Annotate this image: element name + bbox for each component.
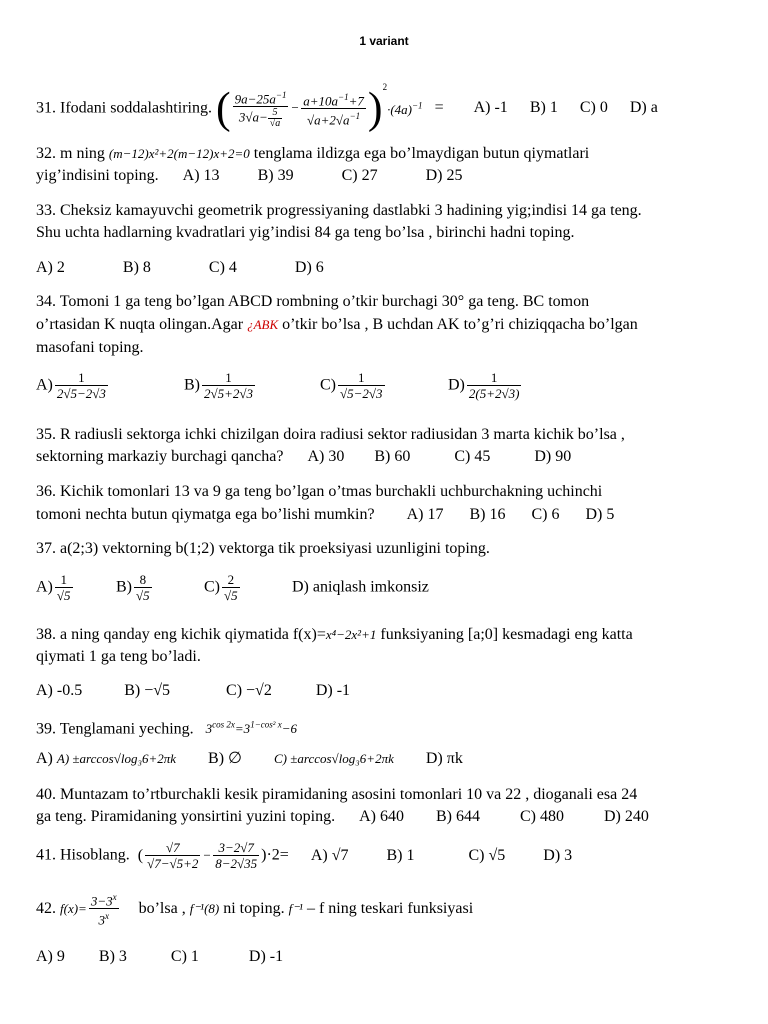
question-36: 36. Kichik tomonlari 13 va 9 ga teng bo’lgan o’tmas burchakli uchburchakning uchinchi [36,483,603,500]
q33-option-b: B) 8 [122,259,151,276]
q37-option-b: B) $\frac{8}{√5}$ [116,572,150,603]
q33-option-a: A) 2 [36,259,65,276]
q39-option-b: B) ∅ [208,750,242,767]
q33-option-c: C) 4 [208,259,237,276]
q35-option-b: B) 60 [374,448,411,465]
question-40: 40. Muntazam to’rtburchakli kesik piramidaning asosini tomonlari 10 va 22 , dioganali esa 24 [36,786,638,803]
question-38-line2: qiymati 1 ga teng bo’ladi. [36,648,201,665]
q35-option-d: D) 90 [534,448,572,465]
q35-option-a: A) 30 [307,448,345,465]
question-32: 32. m ning (m−12)x²+2(m−12)x+2=0 tenglama ildizga ega bo’lmaydigan butun qiymatlari [36,145,590,162]
q41-option-a: A) √7 [310,846,349,864]
q42-option-a: A) 9 [36,948,65,965]
q34-option-b: B) $\frac{1}{2√5+2√3}$ [184,370,254,401]
angle-symbol: ¿ABK [247,317,279,332]
q32-option-b: B) 39 [257,167,294,184]
q41-fraction-1: $\frac{√7}{√7-√5+2}$ [147,840,199,871]
q31-fraction-1: $9a-25a^{-1}$ 3√a− $\frac{5}{√a}$ [234,89,287,129]
question-33: 33. Cheksiz kamayuvchi geometrik progressiyaning dastlabki 3 hadining yig;indisi 14 ga teng. [36,202,642,219]
q31-option-c: C) 0 [579,99,608,117]
question-34-line2: o’rtasidan K nuqta olingan.Agar ¿ABK o’tkir bo’lsa , B uchdan AK to’g’ri chiziqqacha bo’lgan [36,316,638,333]
variant-header: 1 variant [359,34,409,48]
q42-option-d: D) -1 [248,948,284,965]
q31-option-d: D) a [629,99,658,117]
q31-f1-num: 9a−25a [234,90,276,106]
q36-option-c: C) 6 [531,506,560,523]
q32-option-d: D) 25 [425,167,463,184]
q38-option-d: D) -1 [315,682,351,699]
q40-option-c: C) 480 [519,808,564,825]
question-35-line2: sektorning markaziy burchagi qancha? A) 30 B) 60 C) 45 D) 90 [36,448,572,465]
question-34-line3: masofani toping. [36,339,144,356]
question-33-line2: Shu uchta hadlarning kvadratlari yig’indisi 84 ga teng bo’lsa , birinchi hadni toping. [36,224,575,241]
q34-option-d: D) $\frac{1}{2(5+2√3)}$ [448,370,520,401]
q36-option-d: D) 5 [585,506,615,523]
q39-equation: $3^{cos 2x}=3^{1-cos^2 x}-6$ [205,720,297,737]
q39-option-d: D) πk [425,750,463,767]
q39-option-c: C) ±arccos√log₃6+2πk [273,751,394,766]
q37-options [36,572,429,610]
q38-options [36,681,350,701]
q40-option-a: A) 640 [359,808,404,825]
q32-option-a: A) 13 [182,167,220,184]
q31-fraction-2: $\frac{a+10a^{-1}+7}{√a+2√a^{-1}}$ [303,91,364,128]
q34-option-a: A) $\frac{1}{2√5-2√3}$ [36,370,106,401]
q40-option-b: B) 644 [435,808,480,825]
q41-option-b: B) 1 [386,846,415,864]
q37-option-c: C) $\frac{2}{√5}$ [204,572,238,603]
question-35: 35. R radiusli sektorga ichki chizilgan doira radiusi sektor radiusidan 3 marta kichik bo’lsa , [36,426,625,443]
question-32-line2: yig’indisini toping. A) 13 B) 39 C) 27 D) 25 [36,167,463,184]
q31-option-a: A) -1 [473,99,508,117]
question-31: 31. Ifodani soddalashtiring. ( $9a-25a^{-1}$ 3√a− $\frac{5}{√a}$ − $\frac{a+10a^{-1}+7}{√a+2√a^{-1}}$ )$^2\cdot(4a)^{-1} = A$) -1 B) 1 C) 0 D) a [36,82,658,133]
q33-options [36,258,324,278]
paren-open: ( [215,83,231,133]
q32-option-c: C) 27 [341,167,378,184]
q32-text: 32. m ning [36,145,105,162]
q34-options [36,370,523,410]
q41-option-d: D) 3 [543,846,573,864]
question-37: 37. a(2;3) vektorning b(1;2) vektorga tik proeksiyasi uzunligini toping. [36,540,490,557]
q35-option-c: C) 45 [454,448,491,465]
q42-fraction: $\frac{3-3^x}{3^x}$ [90,892,117,928]
q39-options [36,749,463,769]
question-39: 39. Tenglamani yeching. $3^{cos 2x}=3^{1-cos^2 x}-6$ [36,720,297,738]
q38-option-a: A) -0.5 [36,682,83,699]
q38-function: x⁴−2x²+1 [325,627,377,642]
question-34: 34. Tomoni 1 ga teng bo’lgan ABCD rombning o’tkir burchagi 30° ga teng. BC tomon [36,293,590,310]
q37-option-d: D) aniqlash imkonsiz [292,578,429,596]
q36-option-a: A) 17 [406,506,444,523]
q38-option-b: B) −√5 [124,682,171,699]
q37-option-a: A) $\frac{1}{√5}$ [36,572,71,603]
q31-f1-den: 3√a− [238,109,268,125]
q34-option-c: C) $\frac{1}{√5-2√3}$ [320,370,383,401]
q42-option-b: B) 3 [98,948,127,965]
question-41: 41. Hisoblang. ( $\frac{√7}{√7-√5+2}$ − $\frac{3-2√7}{8-2√35}$ )·2= A) √7 B) 1 C) √5 D) 3 [36,840,573,871]
q38-option-c: C) −√2 [226,682,272,699]
q33-option-d: D) 6 [294,259,324,276]
q31-text: 31. Ifodani soddalashtiring. [36,99,212,117]
q31-option-b: B) 1 [529,99,558,117]
question-38: 38. a ning qanday eng kichik qiymatida f(x)=x⁴−2x²+1 funksiyaning [a;0] kesmadagi eng katta [36,626,633,643]
q42-option-c: C) 1 [170,948,199,965]
q40-option-d: D) 240 [603,808,649,825]
q39-option-a: A) A) ±arccos√log₃6+2πk [36,750,177,767]
question-40-line2: ga teng. Piramidaning yonsirtini yuzini toping. A) 640 B) 644 C) 480 D) 240 [36,808,649,825]
q41-option-c: C) √5 [468,846,506,864]
q31-f2-num: a+10a [303,92,339,108]
q36-option-b: B) 16 [469,506,506,523]
q32-equation: (m−12)x²+2(m−12)x+2=0 [108,146,250,161]
q42-options [36,947,283,967]
q41-fraction-2: $\frac{3-2√7}{8-2√35}$ [215,840,258,871]
q31-square: 2 [382,82,388,92]
q31-f2-den: √a+2√a [307,112,350,128]
question-42: 42. f(x)= $\frac{3-3^x}{3^x}$ bo’lsa , f⁻¹(8) ni toping. f⁻¹ – f ning teskari funksiyasi [36,892,474,928]
paren-close: ) [367,83,383,133]
question-36-line2: tomoni nechta butun qiymatga ega bo’lishi mumkin? A) 17 B) 16 C) 6 D) 5 [36,506,615,523]
